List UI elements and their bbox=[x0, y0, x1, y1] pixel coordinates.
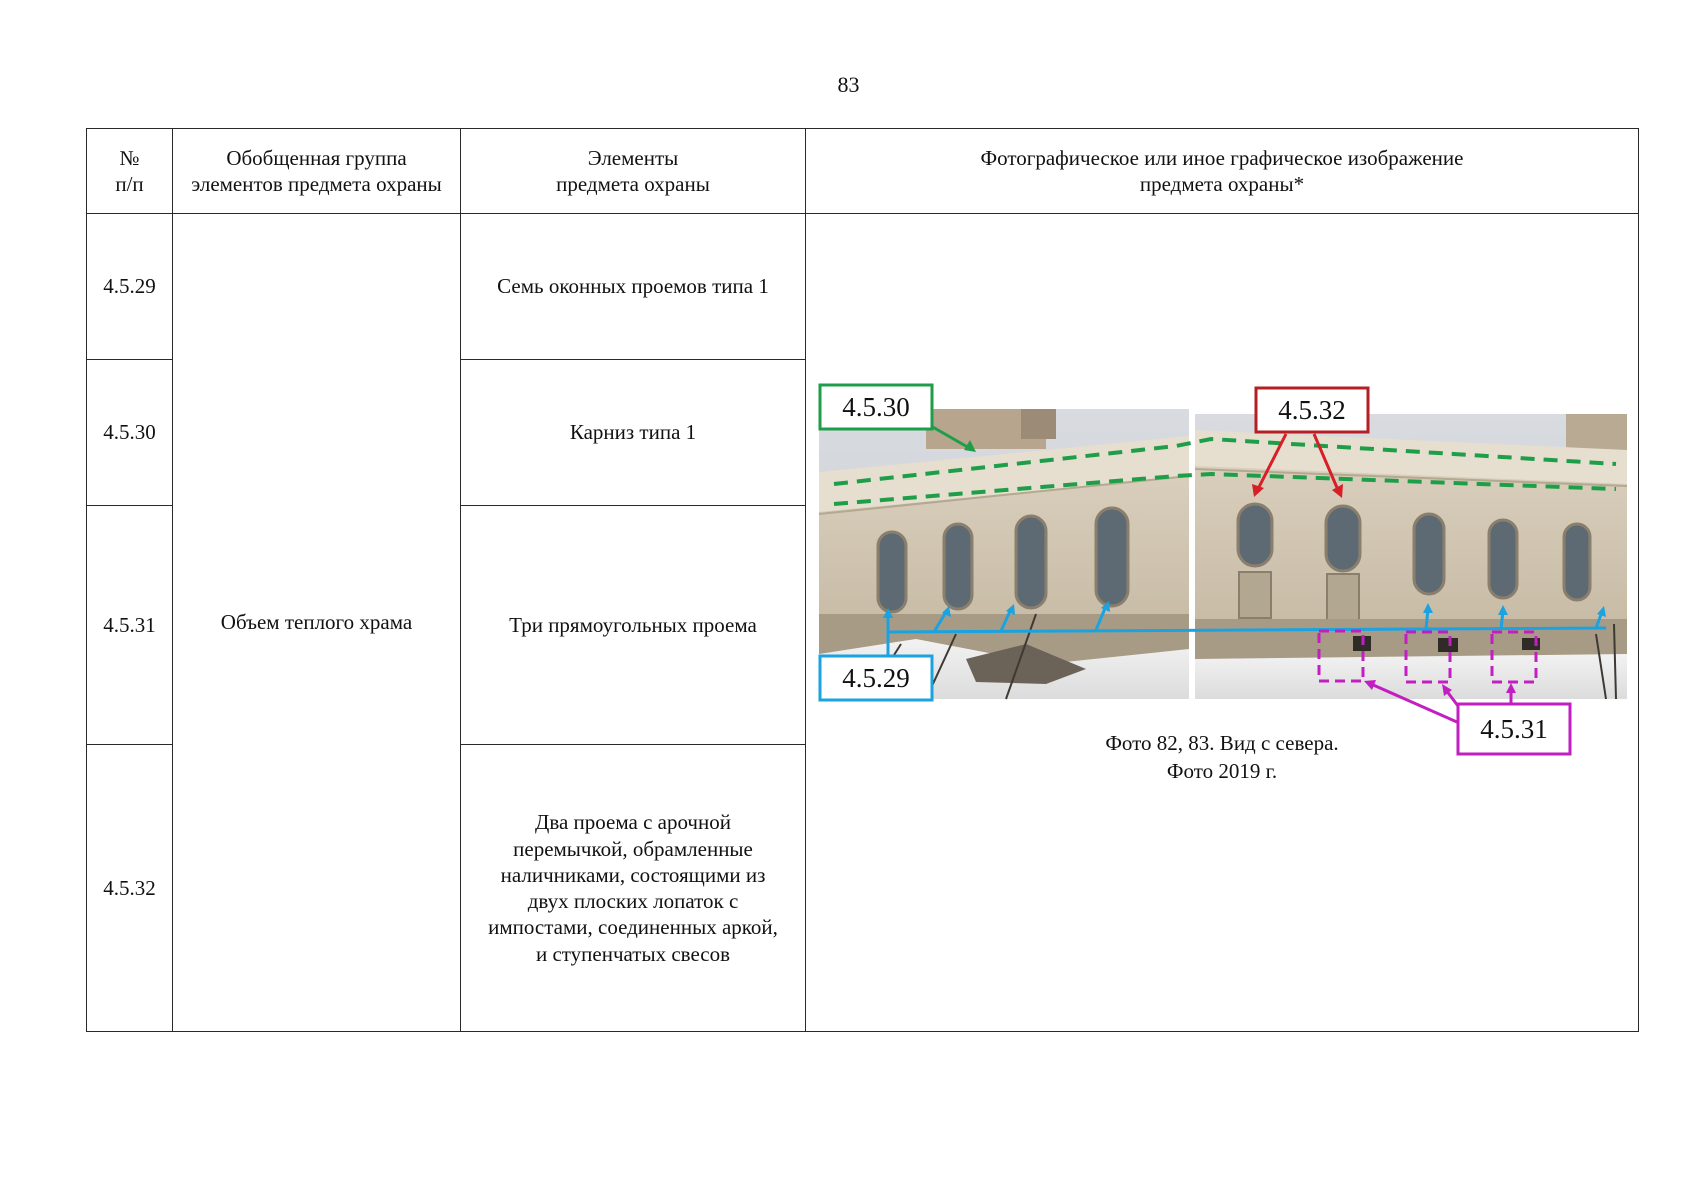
callout-4529-label: 4.5.29 bbox=[842, 663, 910, 693]
caption-line-2: Фото 2019 г. bbox=[1166, 759, 1278, 783]
header-elements: Элементы предмета охраны bbox=[461, 129, 806, 214]
facade-photo-illustration bbox=[806, 214, 1639, 1030]
photo-83 bbox=[1195, 414, 1627, 699]
header-group: Обобщенная группа элементов предмета охраны bbox=[173, 129, 461, 214]
header-image: Фотографическое или иное графическое изображение предмета охраны* bbox=[806, 129, 1639, 214]
table-row bbox=[87, 214, 1639, 360]
row-num: 4.5.30 bbox=[87, 360, 173, 506]
figure-caption bbox=[806, 729, 1638, 785]
group-cell: Объем теплого храма bbox=[173, 214, 461, 1032]
callout-4530-label: 4.5.30 bbox=[842, 392, 910, 422]
caption-line-1: Фото 82, 83. Вид с севера. bbox=[1105, 731, 1339, 755]
page-number: 83 bbox=[837, 72, 860, 97]
photo-figure bbox=[806, 214, 1638, 1031]
row-num: 4.5.29 bbox=[87, 214, 173, 360]
row-element: Семь оконных проемов типа 1 bbox=[461, 214, 806, 360]
callout-4529 bbox=[820, 656, 932, 700]
header-num bbox=[87, 129, 173, 214]
callout-4530 bbox=[820, 385, 932, 429]
photo-cell bbox=[806, 214, 1639, 1032]
callout-4532-label: 4.5.32 bbox=[1278, 395, 1346, 425]
callout-4532 bbox=[1256, 388, 1368, 432]
callout-4531-label: 4.5.31 bbox=[1480, 714, 1548, 744]
row-num: 4.5.32 bbox=[87, 745, 173, 1032]
row-element: Два проема с арочной перемычкой, обрамленные наличниками, состоящими из двух плоских лопаток с импостами, соединенных аркой, и ступенчатых свесов bbox=[461, 745, 806, 1032]
row-element: Три прямоугольных проема bbox=[461, 506, 806, 745]
row-num: 4.5.31 bbox=[87, 506, 173, 745]
table-header-row bbox=[87, 129, 1639, 214]
header-num-line1: № bbox=[119, 145, 140, 170]
header-num-line2: п/п bbox=[115, 172, 144, 196]
row-element: Карниз типа 1 bbox=[461, 360, 806, 506]
protection-table bbox=[86, 128, 1639, 1032]
